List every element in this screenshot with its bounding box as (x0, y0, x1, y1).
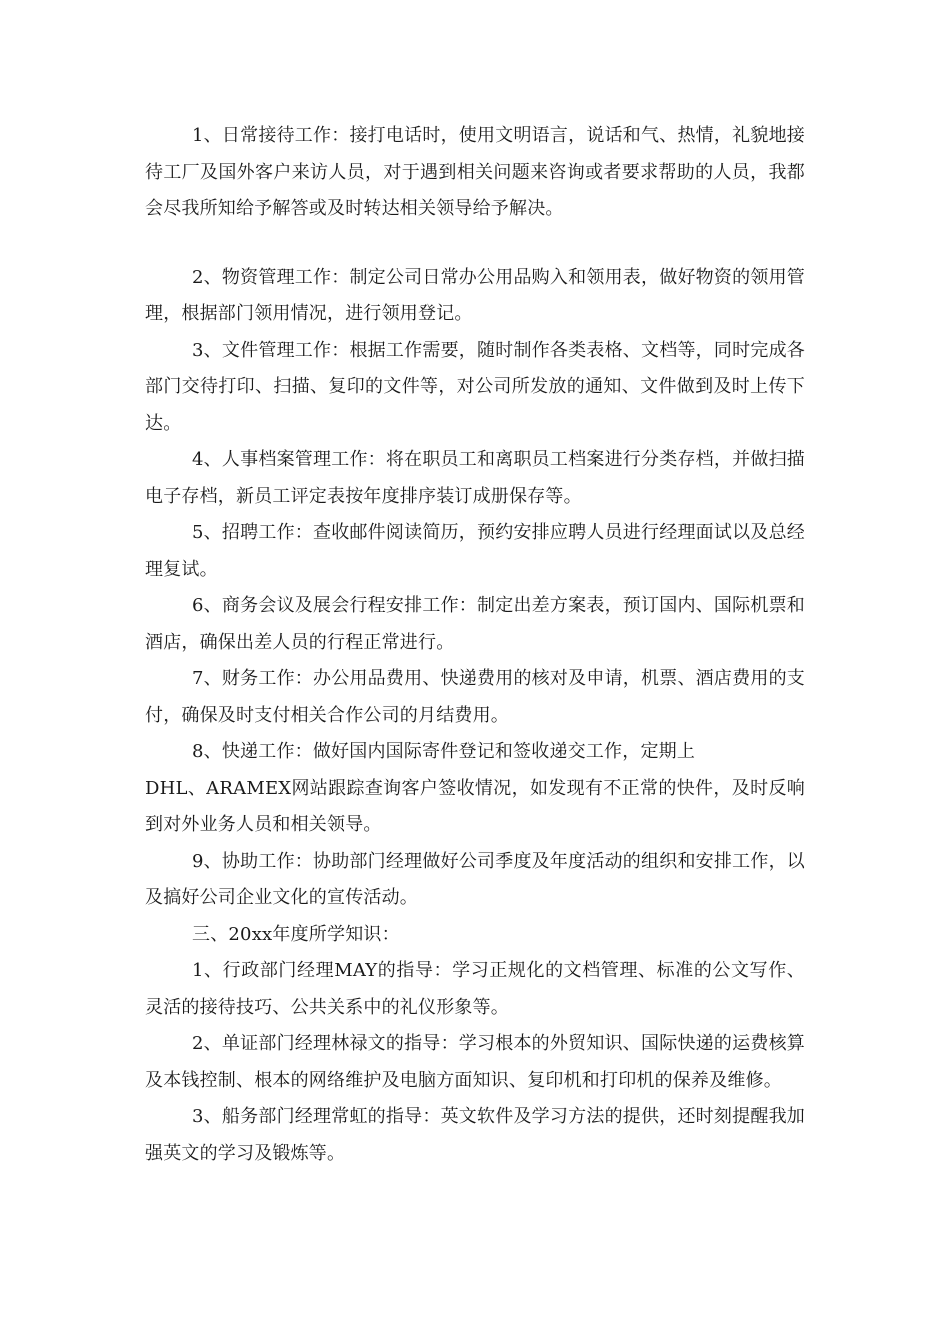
paragraph-files: 3、文件管理工作：根据工作需要，随时制作各类表格、文档等，同时完成各部门交待打印、扫描、复印的文件等，对公司所发放的通知、文件做到及时上传下达。 (145, 339, 805, 434)
paragraph-recruiting: 5、招聘工作：查收邮件阅读简历，预约安排应聘人员进行经理面试以及总经理复试。 (145, 522, 805, 580)
paragraph-finance: 7、财务工作：办公用品费用、快递费用的核对及申请，机票、酒店费用的支付，确保及时支付相关合作公司的月结费用。 (145, 668, 805, 726)
paragraph-shipping-guidance: 3、船务部门经理常虹的指导：英文软件及学习方法的提供，还时刻提醒我加强英文的学习及锻炼等。 (145, 1106, 805, 1164)
paragraph-courier: 8、快递工作：做好国内国际寄件登记和签收递交工作，定期上 (192, 741, 696, 762)
paragraph-documents-guidance: 2、单证部门经理林禄文的指导：学习根本的外贸知识、国际快递的运费核算及本钱控制、根本的网络维护及电脑方面知识、复印机和打印机的保养及维修。 (145, 1033, 805, 1091)
paragraph-admin-guidance: 1、行政部门经理MAY的指导：学习正规化的文档管理、标准的公文写作、灵活的接待技巧、公共关系中的礼仪形象等。 (145, 960, 805, 1018)
paragraph-assistance: 9、协助工作：协助部门经理做好公司季度及年度活动的组织和安排工作，以及搞好公司企业文化的宣传活动。 (145, 850, 805, 908)
paragraph-personnel: 4、人事档案管理工作：将在职员工和离职员工档案进行分类存档，并做扫描电子存档，新员工评定表按年度排序装订成册保存等。 (145, 449, 805, 507)
paragraph-business-travel: 6、商务会议及展会行程安排工作：制定出差方案表，预订国内、国际机票和酒店，确保出差人员的行程正常进行。 (145, 595, 805, 653)
section-heading-knowledge: 三、20xx年度所学知识： (192, 923, 400, 945)
paragraph-materials: 2、物资管理工作：制定公司日常办公用品购入和领用表，做好物资的领用管理，根据部门领用情况，进行领用登记。 (145, 266, 805, 324)
paragraph-spacer (145, 228, 805, 260)
paragraph-courier-continued: DHL、ARAMEX网站跟踪查询客户签收情况，如发现有不正常的快件，及时反响到对外业务人员和相关领导。 (145, 777, 805, 835)
paragraph-reception: 1、日常接待工作：接打电话时，使用文明语言，说话和气、热情，礼貌地接待工厂及国外客户来访人员，对于遇到相关问题来咨询或者要求帮助的人员，我都会尽我所知给予解答或及时转达相关领导给予解决。 (145, 125, 805, 219)
document-body (145, 118, 805, 1172)
